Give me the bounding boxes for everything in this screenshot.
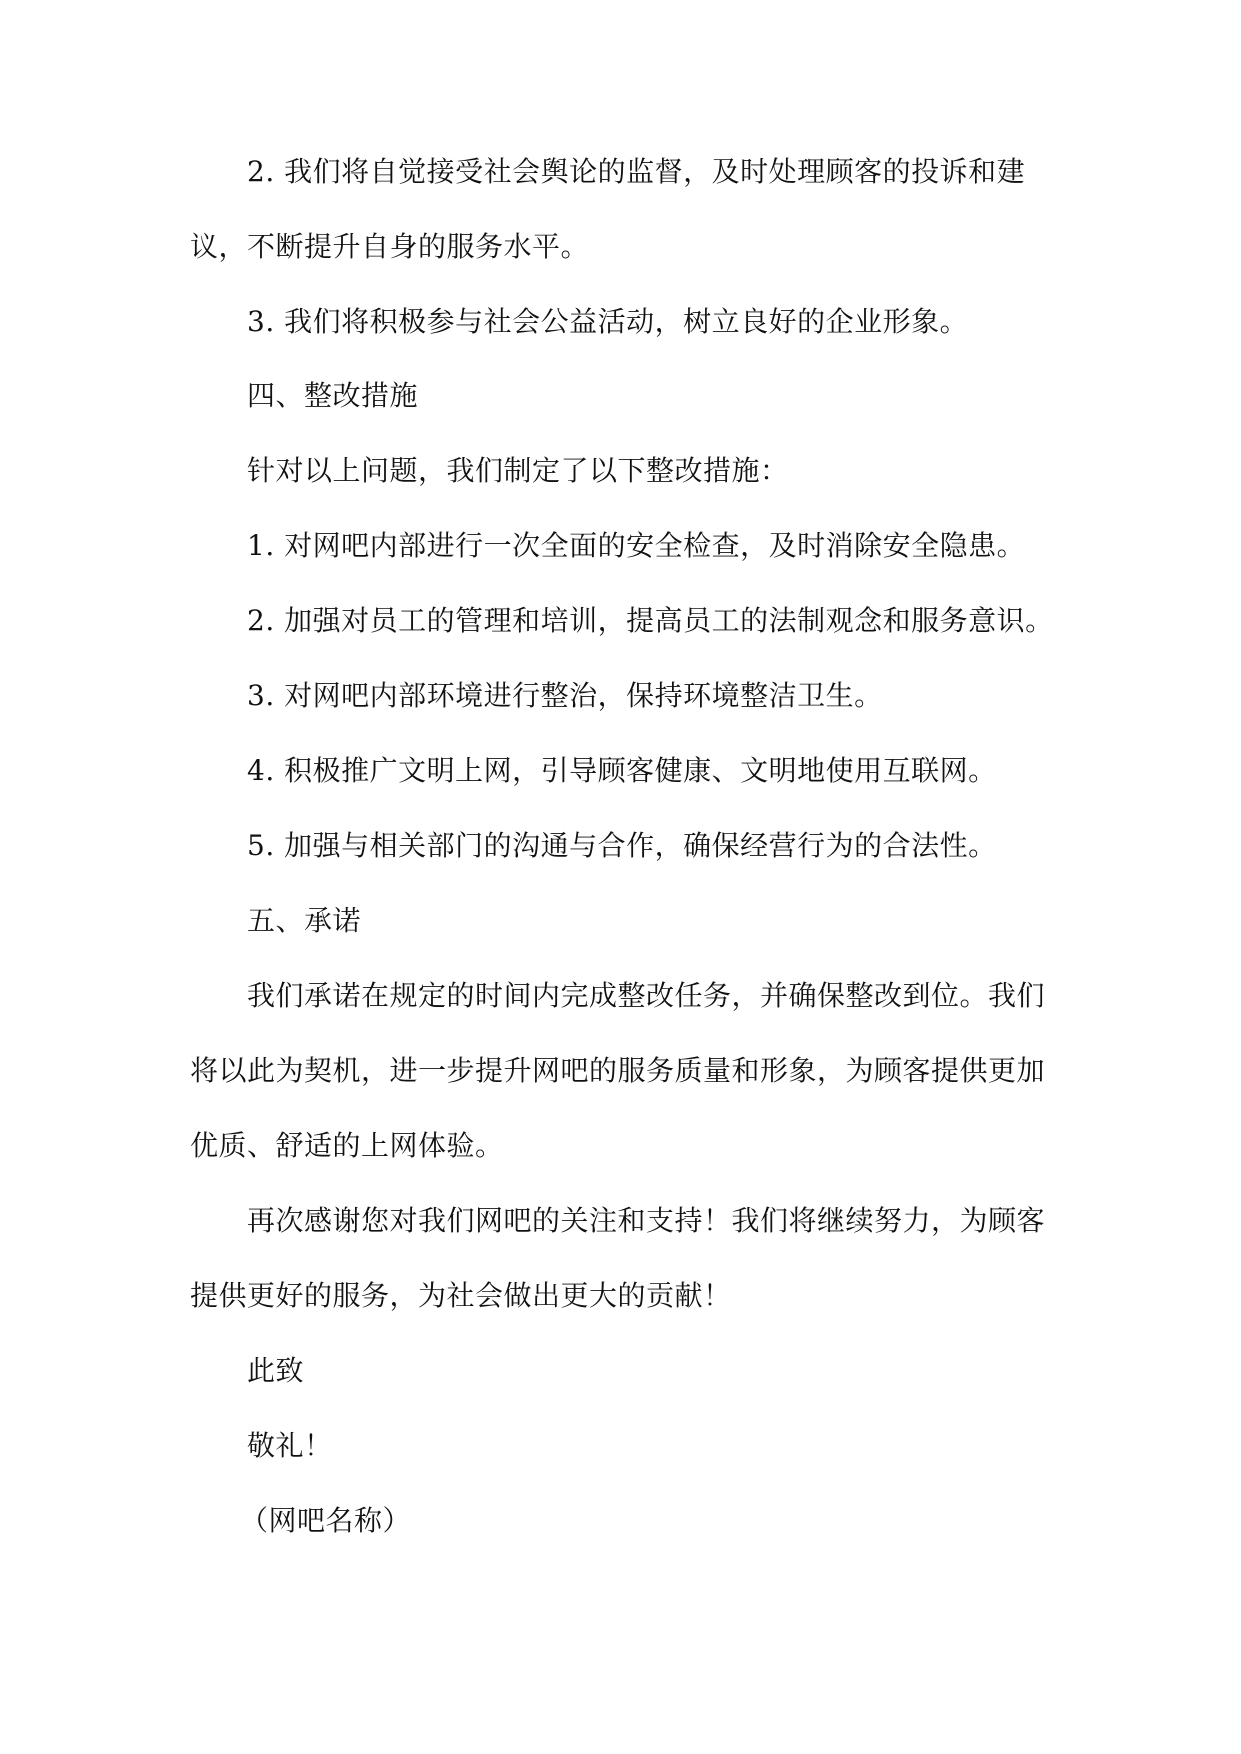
paragraph-line: 再次感谢您对我们网吧的关注和支持！我们将继续努力，为顾客 xyxy=(247,1204,1046,1237)
list-item: 5. 加强与相关部门的沟通与合作，确保经营行为的合法性。 xyxy=(247,829,997,862)
paragraph-line: 2. 我们将自觉接受社会舆论的监督，及时处理顾客的投诉和建 xyxy=(247,155,1026,188)
section-heading: 五、承诺 xyxy=(247,904,362,937)
paragraph-line: 将以此为契机，进一步提升网吧的服务质量和形象，为顾客提供更加 xyxy=(190,1054,1046,1087)
paragraph-line: 3. 我们将积极参与社会公益活动，树立良好的企业形象。 xyxy=(247,305,969,338)
list-item: 1. 对网吧内部进行一次全面的安全检查，及时消除安全隐患。 xyxy=(247,529,1026,562)
closing-line: 此致 xyxy=(247,1354,305,1387)
paragraph-line: 优质、舒适的上网体验。 xyxy=(190,1129,504,1162)
list-item: 2. 加强对员工的管理和培训，提高员工的法制观念和服务意识。 xyxy=(247,604,1054,637)
paragraph-line: 针对以上问题，我们制定了以下整改措施： xyxy=(247,454,789,487)
list-item: 4. 积极推广文明上网，引导顾客健康、文明地使用互联网。 xyxy=(247,754,997,787)
paragraph-line: 我们承诺在规定的时间内完成整改任务，并确保整改到位。我们 xyxy=(247,979,1046,1012)
section-heading: 四、整改措施 xyxy=(247,379,419,412)
signature-line: （网吧名称） xyxy=(240,1504,412,1537)
paragraph-line: 提供更好的服务，为社会做出更大的贡献！ xyxy=(190,1279,732,1312)
list-item: 3. 对网吧内部环境进行整治，保持环境整洁卫生。 xyxy=(247,679,883,712)
paragraph-line: 议，不断提升自身的服务水平。 xyxy=(190,230,590,263)
closing-line: 敬礼！ xyxy=(247,1429,333,1462)
